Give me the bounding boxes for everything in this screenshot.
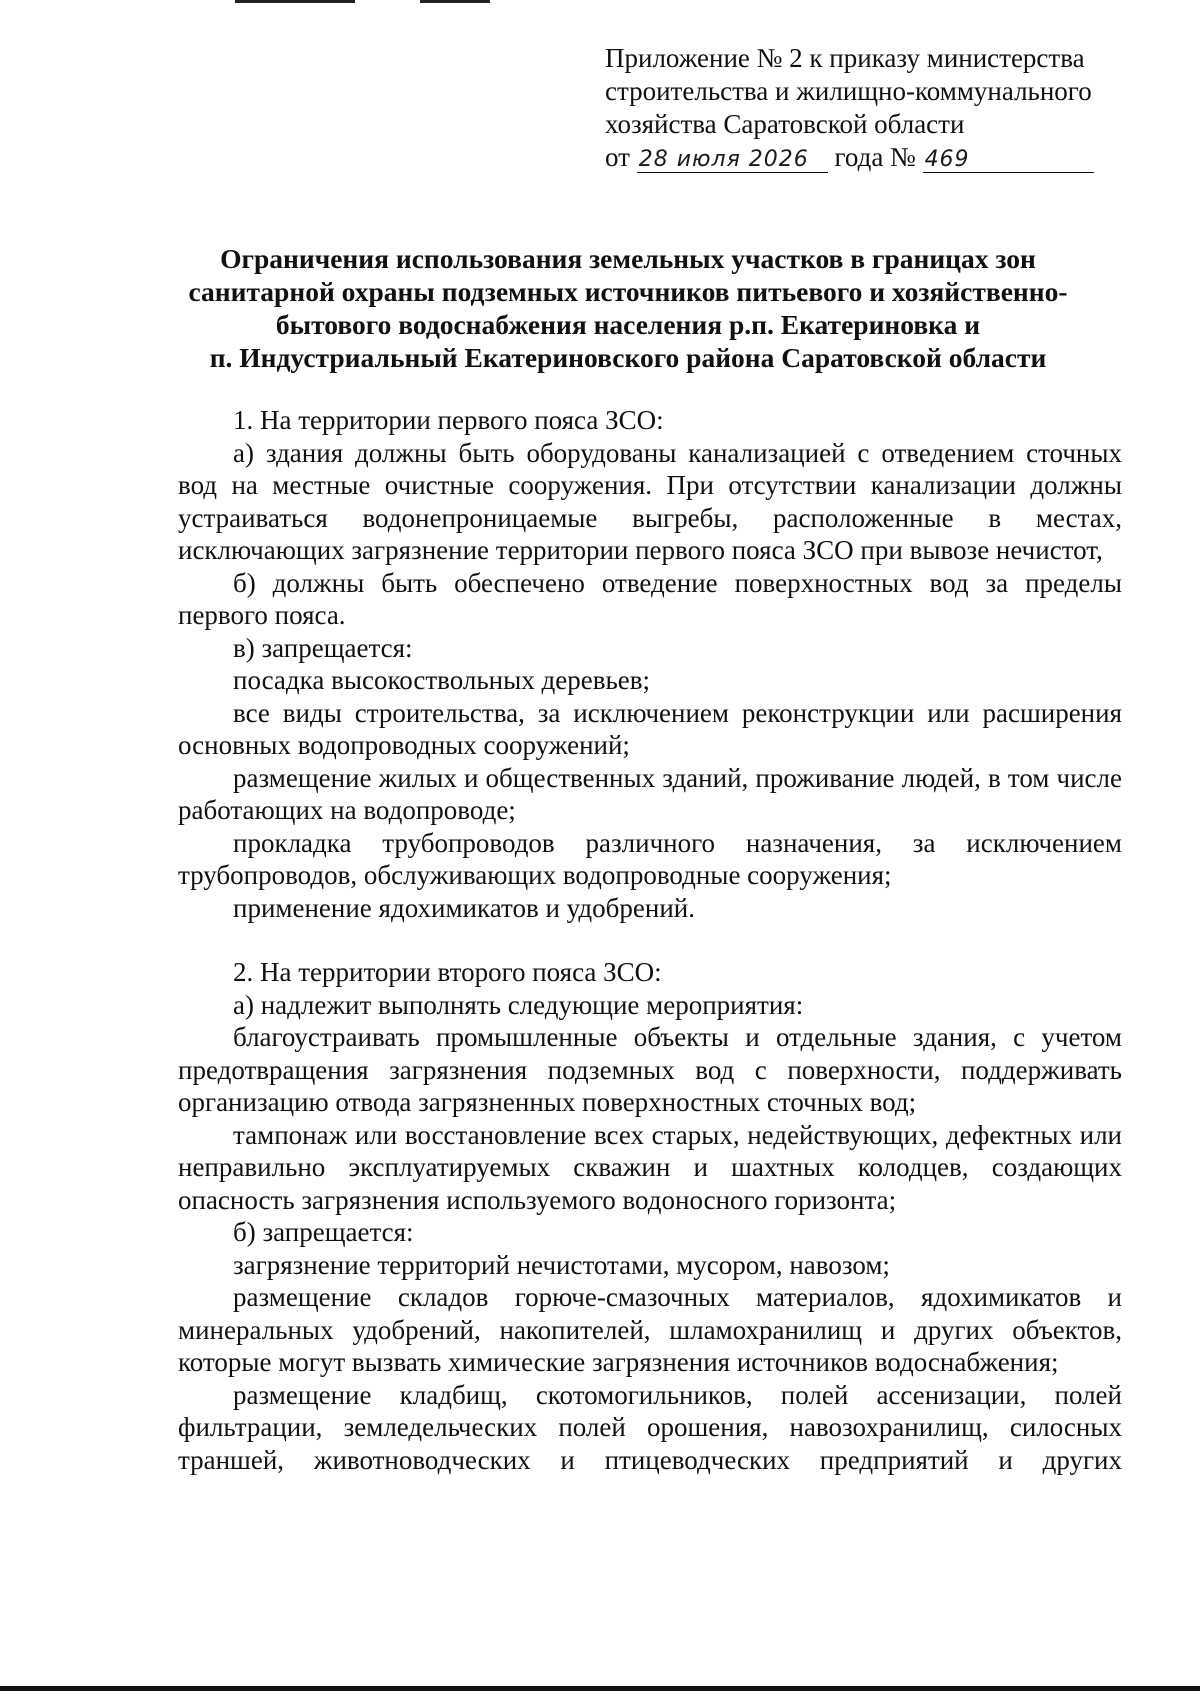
- title-line: санитарной охраны подземных источников питьевого и хозяйственно-: [188, 276, 1068, 307]
- document-body: [178, 404, 1122, 1476]
- handwritten-order-number: 469: [923, 148, 1094, 173]
- year-label: года №: [834, 142, 916, 172]
- list-item: применение ядохимикатов и удобрений.: [233, 892, 695, 923]
- list-item: посадка высокоствольных деревьев;: [233, 665, 651, 695]
- date-prefix: от: [605, 142, 630, 172]
- list-item: прокладка трубопроводов различного назначения, за исключением трубопроводов, обслуживающих водопроводные сооружения;: [178, 827, 1122, 890]
- scan-artifact-bottom: [0, 1686, 1200, 1691]
- header-line: Приложение № 2 к приказу министерства: [605, 43, 1085, 73]
- paragraph: б) должны быть обеспечено отведение поверхностных вод за пределы первого пояса.: [178, 567, 1122, 630]
- order-date-line: [605, 141, 1125, 174]
- header-line: хозяйства Саратовской области: [605, 109, 965, 139]
- list-item: все виды строительства, за исключением реконструкции или расширения основных водопроводных сооружений;: [178, 697, 1122, 760]
- scan-artifact-top: [420, 0, 490, 3]
- paragraph: а) надлежит выполнять следующие мероприятия:: [233, 989, 804, 1020]
- list-item: благоустраивать промышленные объекты и отдельные здания, с учетом предотвращения загрязнения подземных вод с поверхности, поддерживать организацию отвода загрязненных поверхностных сточных вод;: [178, 1022, 1122, 1117]
- title-line: бытового водоснабжения населения р.п. Екатериновка и: [275, 309, 981, 340]
- list-item: размещение жилых и общественных зданий, проживание людей, в том числе работающих на водопроводе;: [178, 762, 1122, 825]
- paragraph: б) запрещается:: [233, 1217, 414, 1247]
- paragraph: а) здания должны быть оборудованы канализацией с отведением сточных вод на местные очистные сооружения. При отсутствии канализации должны устраиваться водонепроницаемые выгребы, расположенные в местах, исключающих загрязнение территории первого пояса ЗСО при вывозе нечистот,: [178, 437, 1122, 565]
- paragraph: в) запрещается:: [233, 632, 413, 663]
- list-item: тампонаж или восстановление всех старых, недействующих, дефектных или неправильно эксплуатируемых скважин и шахтных колодцев, создающих опасность загрязнения используемого водоносного горизонта;: [178, 1119, 1122, 1215]
- document-title: [178, 242, 1078, 374]
- list-item: размещение кладбищ, скотомогильников, полей ассенизации, полей фильтрации, земледельческих полей орошения, навозохранилищ, силосных траншей, животноводческих и птицеводческих предприятий и других: [178, 1379, 1122, 1475]
- title-line: п. Индустриальный Екатериновского района Саратовской области: [209, 342, 1047, 373]
- header-line: строительства и жилищно-коммунального: [605, 76, 1092, 106]
- approval-header: [605, 42, 1125, 174]
- handwritten-date: 28 июля 2026: [637, 148, 828, 173]
- list-item: размещение складов горюче-смазочных материалов, ядохимикатов и минеральных удобрений, накопителей, шламохранилищ и других объектов, которые могут вызвать химические загрязнения источников водоснабжения;: [178, 1282, 1122, 1377]
- list-item: загрязнение территорий нечистотами, мусором, навозом;: [233, 1249, 890, 1280]
- section-gap: [178, 924, 1122, 956]
- scan-artifact-top: [235, 0, 355, 3]
- title-line: Ограничения использования земельных участков в границах зон: [220, 243, 1036, 274]
- section-1-heading: 1. На территории первого пояса ЗСО:: [233, 405, 664, 435]
- section-2-heading: 2. На территории второго пояса ЗСО:: [233, 957, 662, 987]
